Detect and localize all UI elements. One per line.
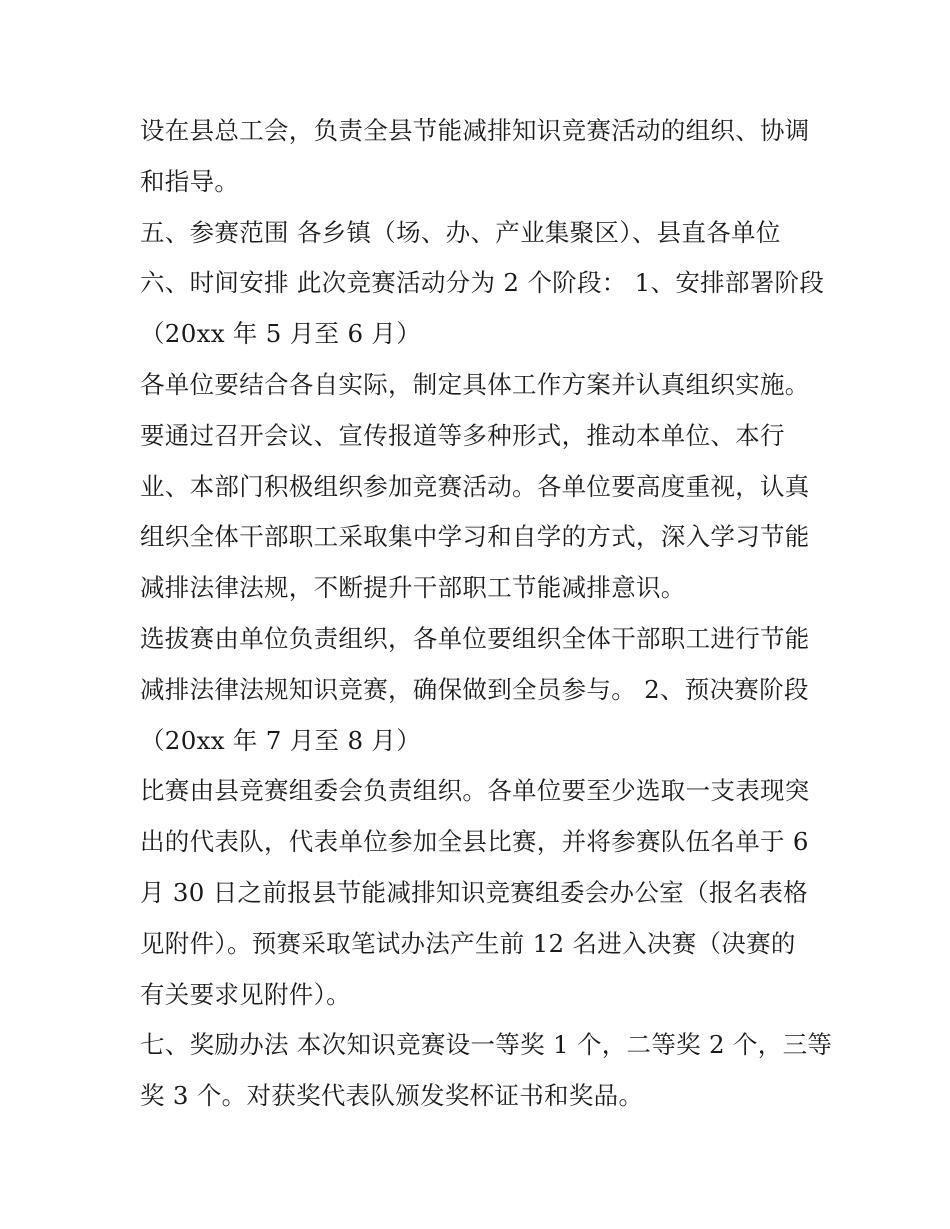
text-line: 五、参赛范围 各乡镇（场、办、产业集聚区）、县直各单位: [140, 217, 781, 247]
text-line: 选拔赛由单位负责组织，各单位要组织全体干部职工进行节能: [140, 623, 810, 653]
text-line: 见附件）。预赛采取笔试办法产生前 12 名进入决赛（决赛的: [140, 928, 796, 958]
text-line: 月 30 日之前报县节能减排知识竞赛组委会办公室（报名表格: [140, 877, 808, 907]
text-line: 减排法律法规知识竞赛，确保做到全员参与。 2、预决赛阶段: [140, 674, 809, 704]
text-line: 奖 3 个。对获奖代表队颁发奖杯证书和奖品。: [140, 1081, 644, 1111]
text-line: （20xx 年 7 月至 8 月）: [140, 725, 422, 755]
text-line: 比赛由县竞赛组委会负责组织。各单位要至少选取一支表现突: [140, 776, 810, 806]
text-line: 设在县总工会，负责全县节能减排知识竞赛活动的组织、协调: [140, 116, 810, 145]
text-line: 组织全体干部职工采取集中学习和自学的方式，深入学习节能: [140, 522, 810, 552]
text-line: 七、奖励办法 本次知识竞赛设一等奖 1 个，二等奖 2 个，三等: [140, 1030, 833, 1060]
text-line: 各单位要结合各自实际，制定具体工作方案并认真组织实施。: [140, 369, 810, 399]
text-line: 要通过召开会议、宣传报道等多种形式，推动本单位、本行: [140, 420, 785, 450]
text-line: 出的代表队，代表单位参加全县比赛，并将参赛队伍名单于 6: [140, 827, 809, 857]
text-line: 减排法律法规，不断提升干部职工节能减排意识。: [140, 573, 686, 603]
text-line: （20xx 年 5 月至 6 月）: [140, 319, 422, 349]
text-line: 和指导。: [140, 166, 240, 196]
text-line: 业、本部门积极组织参加竞赛活动。各单位要高度重视，认真: [140, 471, 810, 501]
document-body: [140, 106, 833, 1122]
text-line: 有关要求见附件）。: [140, 979, 351, 1009]
text-line: 六、时间安排 此次竞赛活动分为 2 个阶段： 1、安排部署阶段: [140, 268, 825, 298]
